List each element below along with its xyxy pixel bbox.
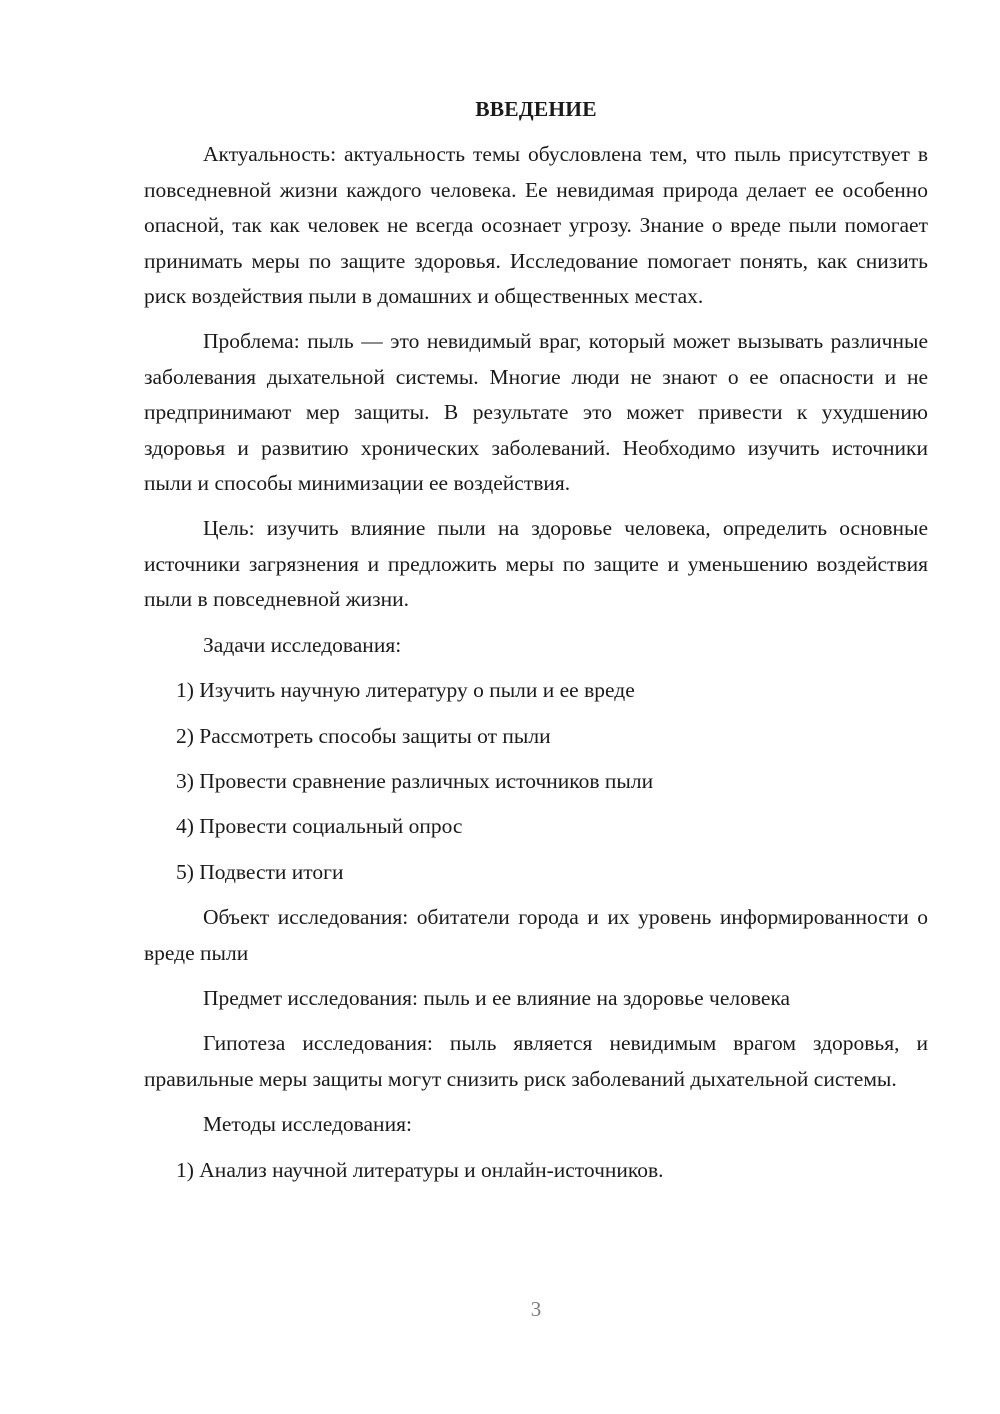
paragraph-subject: Предмет исследования: пыль и ее влияние на здоровье человека bbox=[203, 985, 791, 1010]
paragraph-relevance: Актуальность: актуальность темы обусловлена тем, что пыль присутствует в повседневной жизни каждого человека. Ее невидимая природа делает ее особенно опасной, так как человек не всегда осознает угрозу. Знание о вреде пыли помогает принимать меры по защите здоровья. Исследование помогает понять, как снизить риск воздействия пыли в домашних и общественных местах. bbox=[144, 142, 928, 309]
paragraph-object: Объект исследования: обитатели города и их уровень информированности о вреде пыли bbox=[144, 905, 928, 965]
task-item: 3) Провести сравнение различных источников пыли bbox=[176, 768, 654, 793]
section-title: ВВЕДЕНИЕ bbox=[475, 97, 597, 121]
task-item: 5) Подвести итоги bbox=[176, 859, 344, 884]
paragraph-goal: Цель: изучить влияние пыли на здоровье человека, определить основные источники загрязнения и предложить меры по защите и уменьшению воздействия пыли в повседневной жизни. bbox=[144, 516, 928, 612]
tasks-heading: Задачи исследования: bbox=[203, 632, 402, 657]
task-item: 2) Рассмотреть способы защиты от пыли bbox=[176, 723, 551, 748]
methods-heading: Методы исследования: bbox=[203, 1112, 412, 1137]
paragraph-problem: Проблема: пыль — это невидимый враг, который может вызывать различные заболевания дыхательной системы. Многие люди не знают о ее опасности и не предпринимают мер защиты. В результате это может привести к ухудшению здоровья и развитию хронических заболеваний. Необходимо изучить источники пыли и способы минимизации ее воздействия. bbox=[144, 329, 928, 496]
task-item: 1) Изучить научную литературу о пыли и ее вреде bbox=[176, 678, 635, 703]
paragraph-hypothesis: Гипотеза исследования: пыль является невидимым врагом здоровья, и правильные меры защиты могут снизить риск заболеваний дыхательной системы. bbox=[144, 1031, 928, 1091]
page-number: 3 bbox=[530, 1297, 542, 1321]
methods-list bbox=[144, 1153, 928, 1188]
task-item: 4) Провести социальный опрос bbox=[176, 814, 463, 839]
tasks-list bbox=[144, 673, 928, 890]
method-item: 1) Анализ научной литературы и онлайн-источников. bbox=[176, 1157, 664, 1182]
page-content bbox=[144, 92, 928, 1198]
